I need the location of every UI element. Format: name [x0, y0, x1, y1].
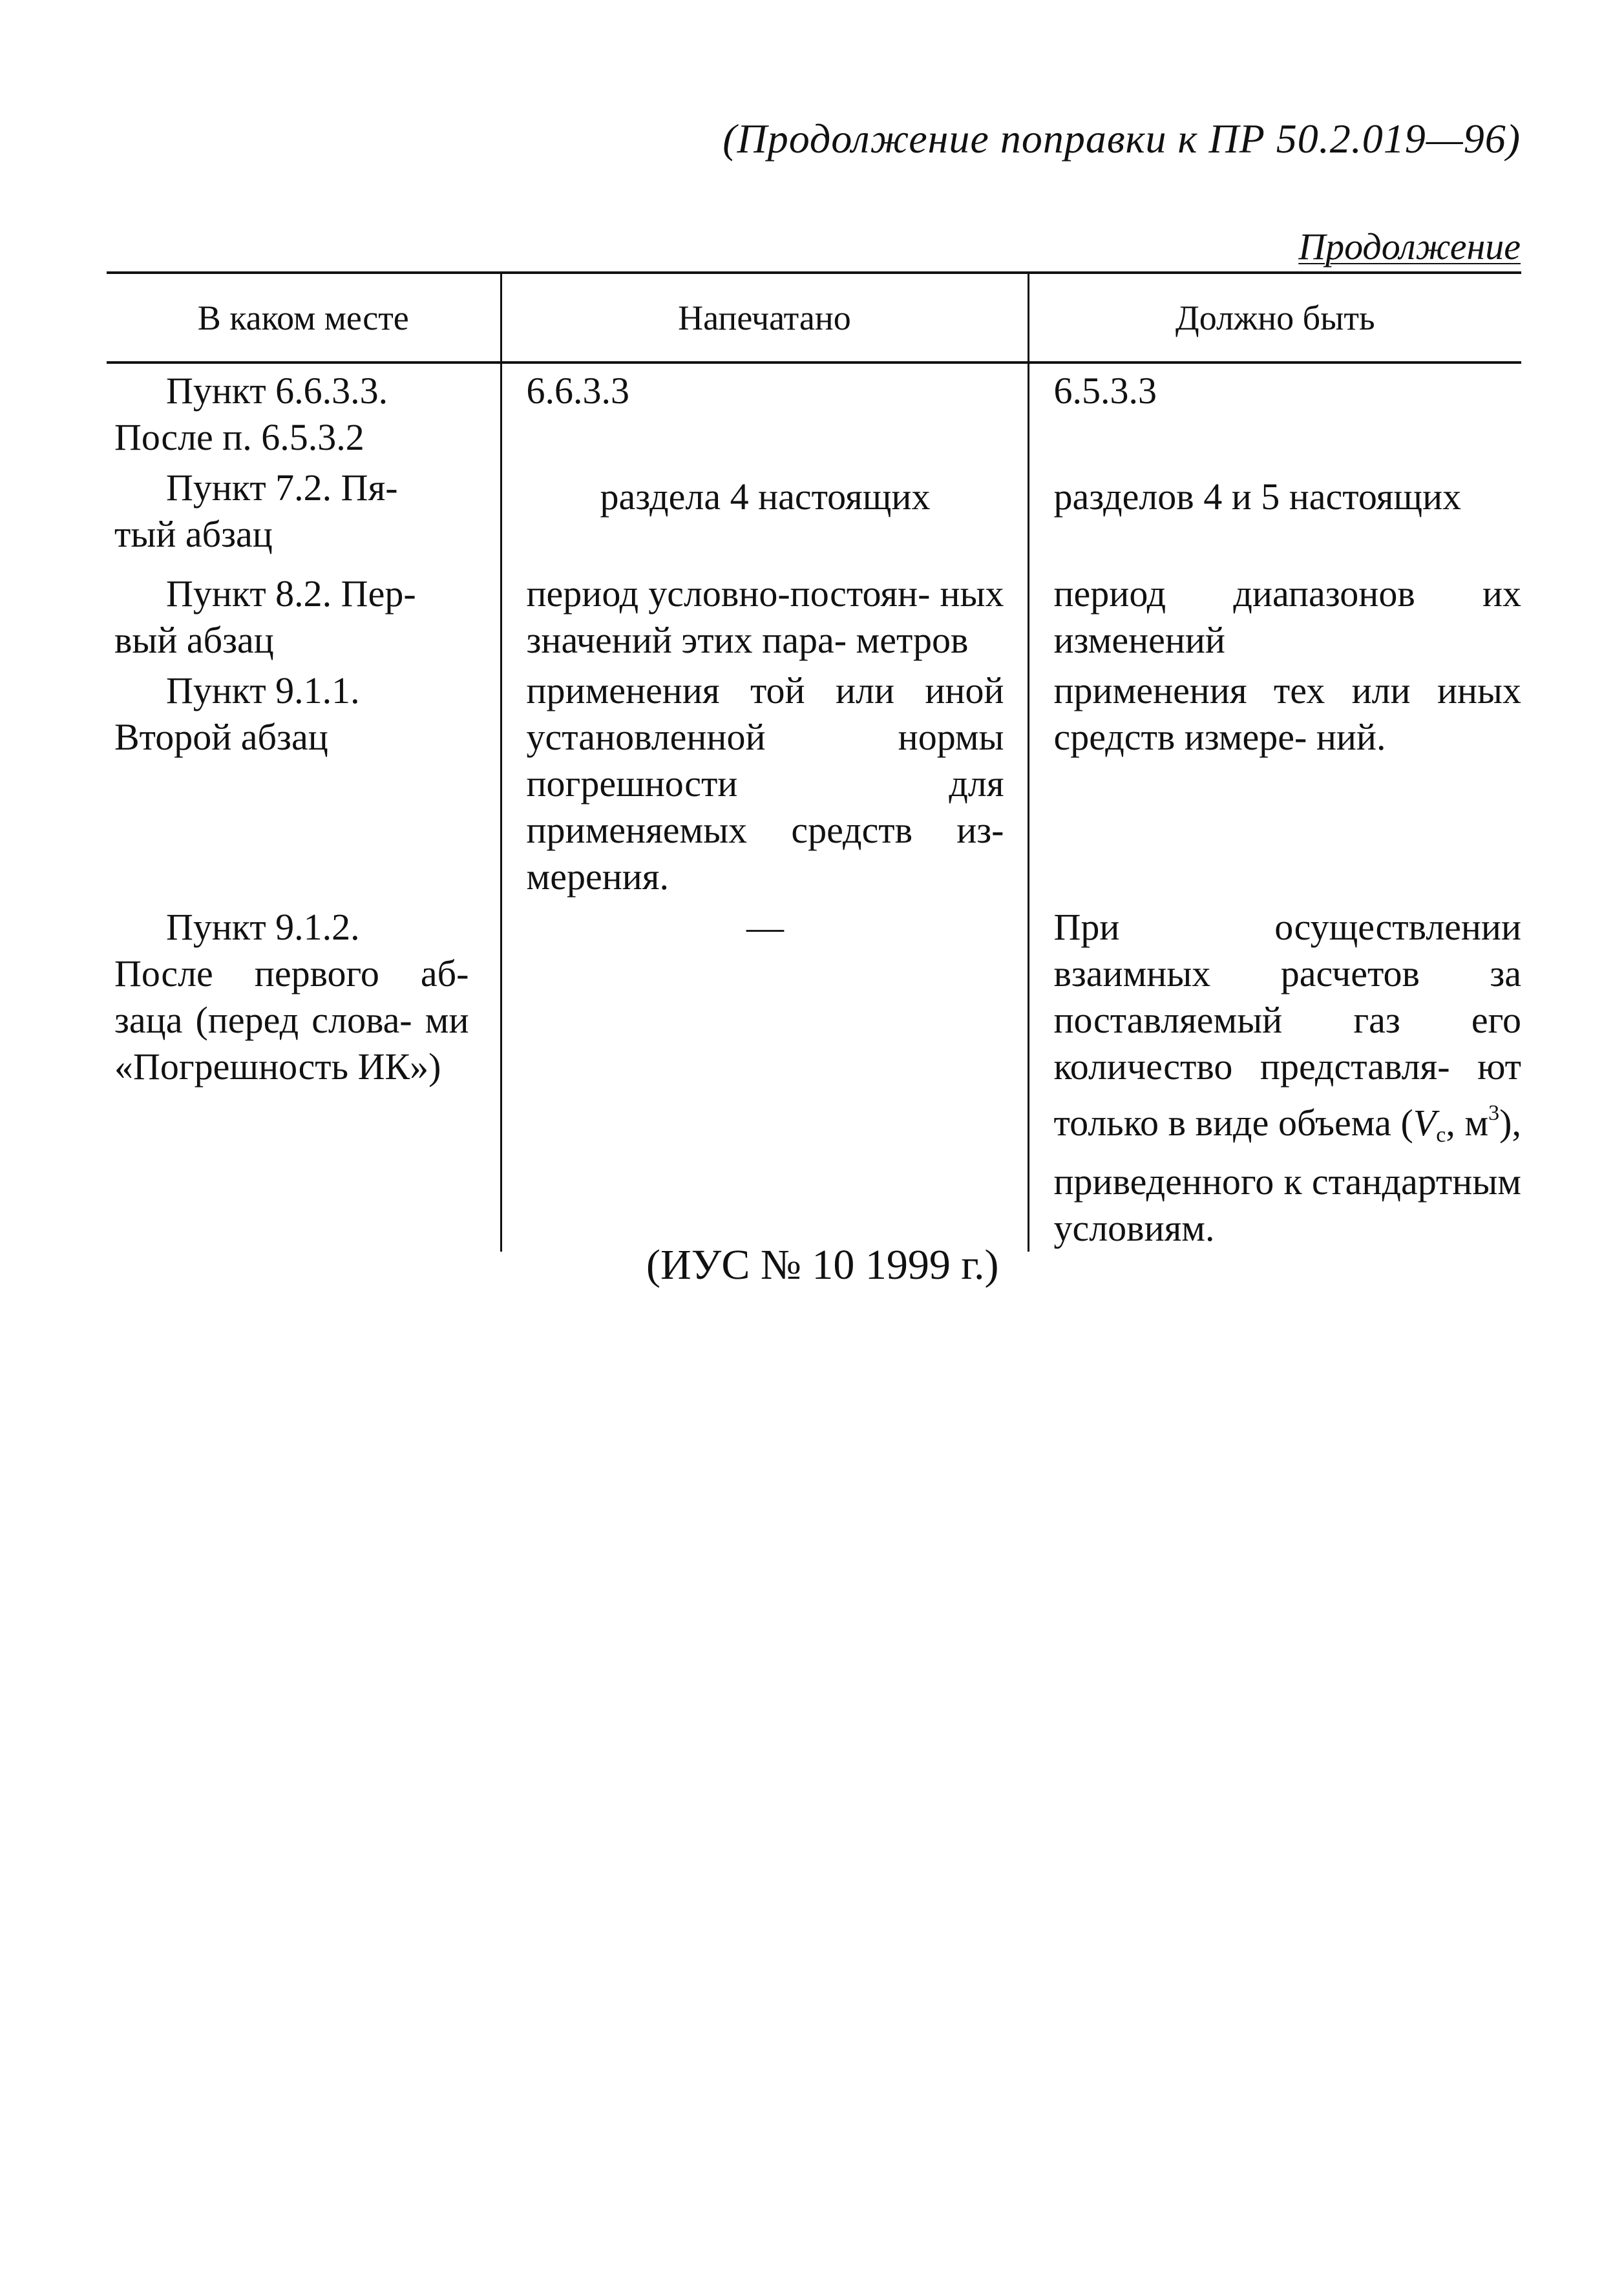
- table-row: [107, 558, 1521, 664]
- printed-cell: 6.6.3.3: [501, 363, 1028, 461]
- column-header-place: В каком месте: [107, 273, 501, 363]
- volume-variable: V: [1413, 1102, 1437, 1144]
- printed-cell: период условно-постоян- ных значений этих пара- метров: [501, 558, 1028, 664]
- table-row: [107, 363, 1521, 461]
- place-rest: После первого аб- заца (перед слова- ми «Погрешность ИК»): [114, 952, 469, 1088]
- corrections-table: [107, 271, 1521, 1252]
- place-lead: Пункт 7.2. Пя-: [166, 467, 398, 509]
- footer-reference: (ИУС № 10 1999 г.): [646, 1241, 999, 1288]
- printed-cell: применения той или иной установленной нормы погрешности для применяемых средств из- мерения.: [501, 664, 1028, 900]
- correct-cell: период диапазонов их изменений: [1028, 558, 1521, 664]
- table-header-row: [107, 273, 1521, 363]
- column-header-printed: Напечатано: [501, 273, 1028, 363]
- document-header: (Продолжение поправки к ПР 50.2.019—96): [722, 116, 1521, 162]
- place-lead: Пункт 8.2. Пер-: [166, 573, 416, 615]
- correct-cell: [1028, 900, 1521, 1252]
- place-rest: Второй абзац: [114, 716, 328, 758]
- unit-superscript: 3: [1488, 1101, 1500, 1125]
- table-row: [107, 664, 1521, 900]
- correct-cell: 6.5.3.3: [1028, 363, 1521, 461]
- table-row: [107, 461, 1521, 558]
- correct-text-part2: , м: [1446, 1102, 1489, 1144]
- place-rest: вый абзац: [114, 619, 274, 661]
- correct-text-part3: ), приведенного к стандартным условиям.: [1053, 1102, 1521, 1249]
- printed-cell: раздела 4 настоящих: [501, 461, 1028, 558]
- table-row: [107, 900, 1521, 1252]
- place-cell: [107, 363, 501, 461]
- column-header-correct: Должно быть: [1028, 273, 1521, 363]
- place-lead: Пункт 9.1.2.: [166, 906, 360, 948]
- volume-subscript: c: [1436, 1123, 1446, 1147]
- printed-cell: —: [501, 900, 1028, 1252]
- correct-text-part1: При осуществлении взаимных расчетов за поставляемый газ его количество представля- ют только в виде объема (: [1053, 906, 1521, 1144]
- correct-cell: разделов 4 и 5 настоящих: [1028, 461, 1521, 558]
- correct-cell: применения тех или иных средств измере- ний.: [1028, 664, 1521, 900]
- place-rest: тый абзац: [114, 513, 273, 555]
- place-cell: [107, 461, 501, 558]
- place-cell: [107, 900, 501, 1252]
- place-lead: Пункт 6.6.3.3.: [166, 370, 388, 412]
- continuation-label: Продолжение: [1298, 226, 1521, 268]
- place-rest: После п. 6.5.3.2: [114, 416, 364, 458]
- place-cell: [107, 664, 501, 900]
- place-lead: Пункт 9.1.1.: [166, 669, 360, 711]
- place-cell: [107, 558, 501, 664]
